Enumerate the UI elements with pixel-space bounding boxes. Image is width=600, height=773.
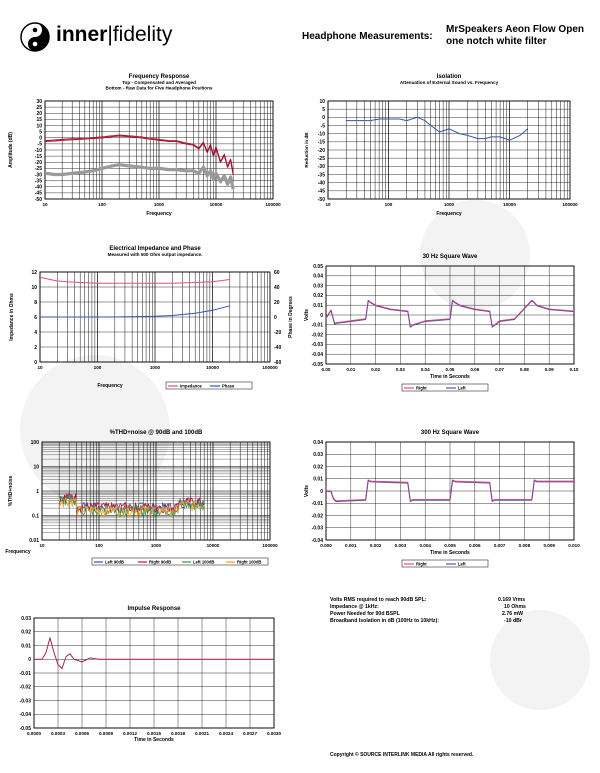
y-tick-label: 30	[36, 98, 42, 105]
x-tick-label: 0.01	[346, 367, 356, 372]
x-tick-label: 100	[384, 202, 393, 207]
y-tick-label: 0	[34, 359, 37, 366]
y-tick-label: -5	[37, 141, 42, 148]
chart-square-wave-30hz	[300, 248, 600, 396]
chart-impedance-phase	[0, 240, 300, 400]
x-tick-label: 10	[42, 202, 48, 207]
x-tick-label: 10	[39, 543, 45, 548]
chart-title: 30 Hz Square Wave	[422, 254, 478, 260]
y2-axis-label: Phase in Degrees	[288, 296, 294, 338]
x-tick-label: 0.0030	[266, 731, 282, 736]
y-tick-label: 0	[320, 488, 323, 495]
y-tick-label: -40	[317, 180, 325, 187]
x-tick-label: 0.07	[495, 367, 505, 372]
y-axis-label: Volts	[304, 485, 310, 497]
chart-title: Impulse Response	[127, 606, 181, 612]
legend-label: Right	[416, 385, 427, 391]
brand-fidelity: fidelity	[112, 23, 173, 46]
legend-label: Left	[458, 385, 466, 391]
y-tick-label: 0.01	[29, 537, 39, 544]
spec-value: 0.169 Vrms	[498, 597, 526, 603]
legend-label: Right 90dB	[149, 559, 172, 565]
x-tick-label: 0.0012	[122, 731, 138, 736]
x-tick-label: 100000	[262, 365, 278, 370]
x-tick-label: 0.10	[569, 367, 579, 372]
chart-subtitle: Attenuation of External Sound vs. Frequency	[399, 80, 499, 85]
series-isolation-line	[346, 117, 528, 140]
x-tick-label: 10	[325, 202, 331, 207]
legend-box	[402, 384, 488, 391]
x-tick-label: 1000	[149, 365, 161, 370]
y-tick-label: -10	[34, 147, 42, 154]
y-tick-label: -0.03	[311, 525, 323, 532]
y-tick-label: 0.03	[313, 452, 323, 459]
x-tick-label: 0.004	[419, 543, 431, 548]
x-tick-label: 1000	[150, 543, 162, 548]
y-axis-label: Impedance in Ohms	[9, 293, 15, 341]
y2-tick-label: 0	[274, 314, 277, 321]
y-tick-label: -15	[317, 139, 325, 146]
product-name: MrSpeakers Aeon Flow Open one notch white filter	[446, 24, 584, 47]
x-tick-label: 0.04	[420, 367, 430, 372]
x-tick-label: 0.06	[470, 367, 480, 372]
x-tick-label: 0.0024	[218, 731, 234, 736]
yinyang-icon	[20, 22, 50, 52]
legend-label: Left	[458, 561, 466, 567]
legend-label: Right	[416, 561, 427, 567]
legend-box	[402, 560, 488, 567]
brand-inner: inner	[56, 23, 108, 46]
y-tick-label: 25	[36, 104, 42, 111]
y-tick-label: 1	[36, 488, 39, 495]
spec-row: Impedance @ 1kHz:	[330, 604, 379, 610]
chart-subtitle: Bottom - Raw Data for Five Headphone Positions	[105, 85, 213, 91]
x-tick-label: 100	[98, 202, 106, 207]
chart-title: Electrical Impedance and Phase	[109, 246, 201, 252]
y-tick-label: -0.04	[311, 352, 323, 358]
x-axis-label: Frequency	[5, 549, 31, 555]
y-tick-label: 0.01	[313, 303, 323, 309]
x-tick-label: 0.0006	[74, 731, 90, 736]
y2-tick-label: 20	[274, 299, 280, 306]
y-tick-label: 8	[34, 299, 37, 306]
legend-label: Phase	[222, 383, 235, 389]
x-tick-label: 10	[37, 365, 43, 370]
y-tick-label: -50	[34, 196, 42, 203]
spec-row: Power Needed for 90d BSPL	[330, 611, 400, 617]
x-tick-label: 10000	[503, 202, 516, 207]
y-tick-label: 0.01	[21, 643, 31, 650]
x-tick-label: 0.007	[493, 543, 506, 548]
y-axis-label: Volts	[304, 309, 310, 321]
y-tick-label: 0.03	[21, 615, 31, 622]
x-axis-label: Frequency	[436, 211, 462, 217]
spec-value: -10 dBr	[504, 618, 522, 624]
y-tick-label: 10	[31, 284, 37, 291]
x-tick-label: 0.08	[519, 367, 529, 372]
y-tick-label: 10	[319, 98, 325, 105]
x-tick-label: 0.010	[568, 543, 580, 548]
y-tick-label: 15	[36, 117, 42, 124]
y-tick-label: 5	[39, 129, 42, 136]
specs-table	[330, 597, 590, 637]
x-tick-label: 0.003	[394, 543, 407, 548]
y-tick-label: -0.03	[19, 698, 31, 705]
x-tick-label: 0.00	[321, 367, 331, 372]
y-tick-label: 10	[36, 123, 42, 130]
x-tick-label: 0.001	[345, 543, 357, 548]
y-tick-label: 0.04	[313, 273, 323, 280]
y-tick-label: 0	[322, 115, 325, 122]
legend-label: Left 100dB	[193, 559, 215, 565]
y-tick-label: -0.02	[19, 684, 31, 691]
y-tick-label: 0.04	[313, 439, 323, 446]
y-tick-label: -20	[317, 147, 325, 154]
y-tick-label: -0.04	[311, 537, 323, 544]
chart-subtitle: Top - Compensated and Averaged	[122, 80, 196, 85]
x-tick-label: 0.0027	[242, 731, 258, 736]
y2-tick-label: -60	[274, 359, 282, 366]
y-tick-label: 6	[34, 314, 37, 321]
x-tick-label: 0.0000	[26, 731, 42, 736]
x-tick-label: 10000	[209, 202, 223, 207]
y-axis-label: Reduction in dB	[304, 132, 309, 168]
x-tick-label: 0.0021	[194, 731, 210, 736]
x-tick-label: 10000	[206, 543, 220, 548]
y-tick-label: 0.1	[32, 513, 39, 520]
y-tick-label: 0.02	[21, 629, 31, 636]
y2-tick-label: 40	[274, 284, 280, 291]
y-tick-label: -0.01	[19, 670, 31, 677]
legend-label: Right 100dB	[237, 559, 262, 565]
y-tick-label: -15	[34, 153, 42, 160]
x-tick-label: 0.09	[544, 367, 554, 372]
y-tick-label: 0	[320, 312, 323, 319]
y-tick-label: 4	[34, 329, 37, 336]
legend-label: Left 90dB	[105, 559, 125, 565]
y-tick-label: -25	[317, 155, 325, 162]
y-tick-label: -0.01	[311, 501, 323, 508]
y-tick-label: -20	[34, 160, 42, 167]
series-impedance-line	[40, 277, 230, 283]
y2-tick-label: 60	[274, 269, 280, 276]
y-tick-label: -0.03	[311, 342, 323, 349]
y-tick-label: -25	[34, 166, 42, 173]
y-tick-label: 5	[322, 106, 325, 113]
y-tick-label: 0.05	[313, 263, 323, 270]
x-tick-label: 0.05	[445, 367, 455, 372]
chart-frequency-response	[0, 70, 300, 230]
y-tick-label: -35	[317, 172, 325, 179]
y-tick-label: 10	[33, 464, 39, 471]
y-tick-label: 0	[39, 135, 42, 142]
chart-thd-noise	[0, 424, 300, 572]
x-tick-label: 0.0003	[50, 731, 66, 736]
x-tick-label: 100	[93, 365, 102, 370]
copyright: Copyright © SOURCE INTERLINK MEDIA All rights reserved.	[330, 752, 474, 758]
x-tick-label: 10000	[206, 365, 219, 370]
y-tick-label: 100	[30, 439, 39, 446]
y-tick-label: -0.04	[19, 712, 31, 719]
spec-row: Broadband Isolation in dB (100Hz to 10kHz):	[330, 618, 439, 624]
x-tick-label: 100000	[562, 202, 578, 207]
y-tick-label: 20	[36, 111, 42, 118]
y-tick-label: 0.03	[313, 283, 323, 290]
x-tick-label: 0.009	[543, 543, 555, 548]
y2-tick-label: -40	[274, 344, 282, 351]
y2-tick-label: -20	[274, 329, 282, 336]
y-tick-label: -40	[34, 184, 42, 191]
y-tick-label: -0.05	[19, 725, 31, 732]
y-tick-label: -0.05	[311, 361, 323, 368]
x-tick-label: 0.02	[371, 367, 381, 372]
y-tick-label: -0.02	[311, 332, 323, 339]
x-tick-label: 0.03	[395, 367, 405, 372]
x-tick-label: 0.0018	[170, 731, 186, 736]
x-tick-label: 0.008	[518, 543, 531, 548]
spec-row: Volts RMS required to reach 90dB SPL:	[330, 597, 427, 603]
chart-subtitle: Measured with 500 Ohm output impedance.	[107, 252, 203, 257]
logo: inner|fidelity	[20, 20, 190, 54]
y-axis-label: %THD+noise	[8, 475, 14, 507]
page-title: Headphone Measurements:	[302, 31, 433, 42]
y-tick-label: -30	[317, 164, 325, 171]
y-tick-label: -35	[34, 178, 42, 185]
y-tick-label: -45	[317, 188, 325, 195]
x-axis-label: Time in Seconds	[430, 374, 470, 380]
y-tick-label: -5	[320, 123, 325, 130]
x-tick-label: 0.006	[469, 543, 481, 548]
legend-box	[166, 382, 252, 389]
y-tick-label: 0.01	[313, 476, 323, 483]
y-tick-label: -0.02	[311, 513, 323, 520]
chart-title: Frequency Response	[128, 74, 190, 80]
x-tick-label: 100000	[265, 202, 281, 207]
x-tick-label: 1000	[443, 202, 455, 207]
x-axis-label: Time in Seconds	[430, 550, 470, 556]
x-axis-label: Frequency	[97, 383, 123, 389]
y-tick-label: 12	[31, 269, 37, 276]
x-tick-label: 100000	[262, 543, 278, 548]
x-tick-label: 0.000	[320, 543, 332, 548]
y-tick-label: -0.01	[311, 322, 323, 329]
x-tick-label: 0.005	[444, 543, 456, 548]
y-tick-label: -10	[317, 131, 325, 138]
x-tick-label: 0.0015	[146, 731, 162, 736]
y-tick-label: -30	[34, 172, 42, 179]
y-tick-label: 2	[34, 344, 37, 351]
y-tick-label: 0.02	[313, 293, 323, 300]
chart-title: %THD+noise @ 90dB and 100dB	[109, 430, 203, 436]
chart-title: 300 Hz Square Wave	[420, 430, 480, 436]
chart-impulse-response	[0, 598, 300, 750]
x-tick-label: 0.002	[369, 543, 382, 548]
y-tick-label: 0	[28, 657, 31, 664]
chart-title: Isolation	[436, 74, 462, 80]
chart-square-wave-300hz	[300, 424, 600, 572]
y-tick-label: -50	[317, 196, 325, 203]
series-phase-line	[40, 306, 230, 317]
legend-label: Impedance	[180, 383, 202, 389]
chart-isolation	[300, 70, 600, 230]
y-tick-label: -45	[34, 190, 42, 197]
spec-value: 10 Ohms	[504, 604, 526, 610]
y-axis-label: Amplitude (dB)	[8, 132, 14, 168]
y-tick-label: 0.02	[313, 464, 323, 471]
x-tick-label: 0.0009	[98, 731, 114, 736]
x-tick-label: 1000	[153, 202, 165, 207]
x-axis-label: Time in Seconds	[134, 737, 174, 743]
x-tick-label: 100	[95, 543, 103, 548]
spec-value: 2.76 mW	[502, 611, 524, 617]
x-axis-label: Frequency	[146, 211, 172, 217]
